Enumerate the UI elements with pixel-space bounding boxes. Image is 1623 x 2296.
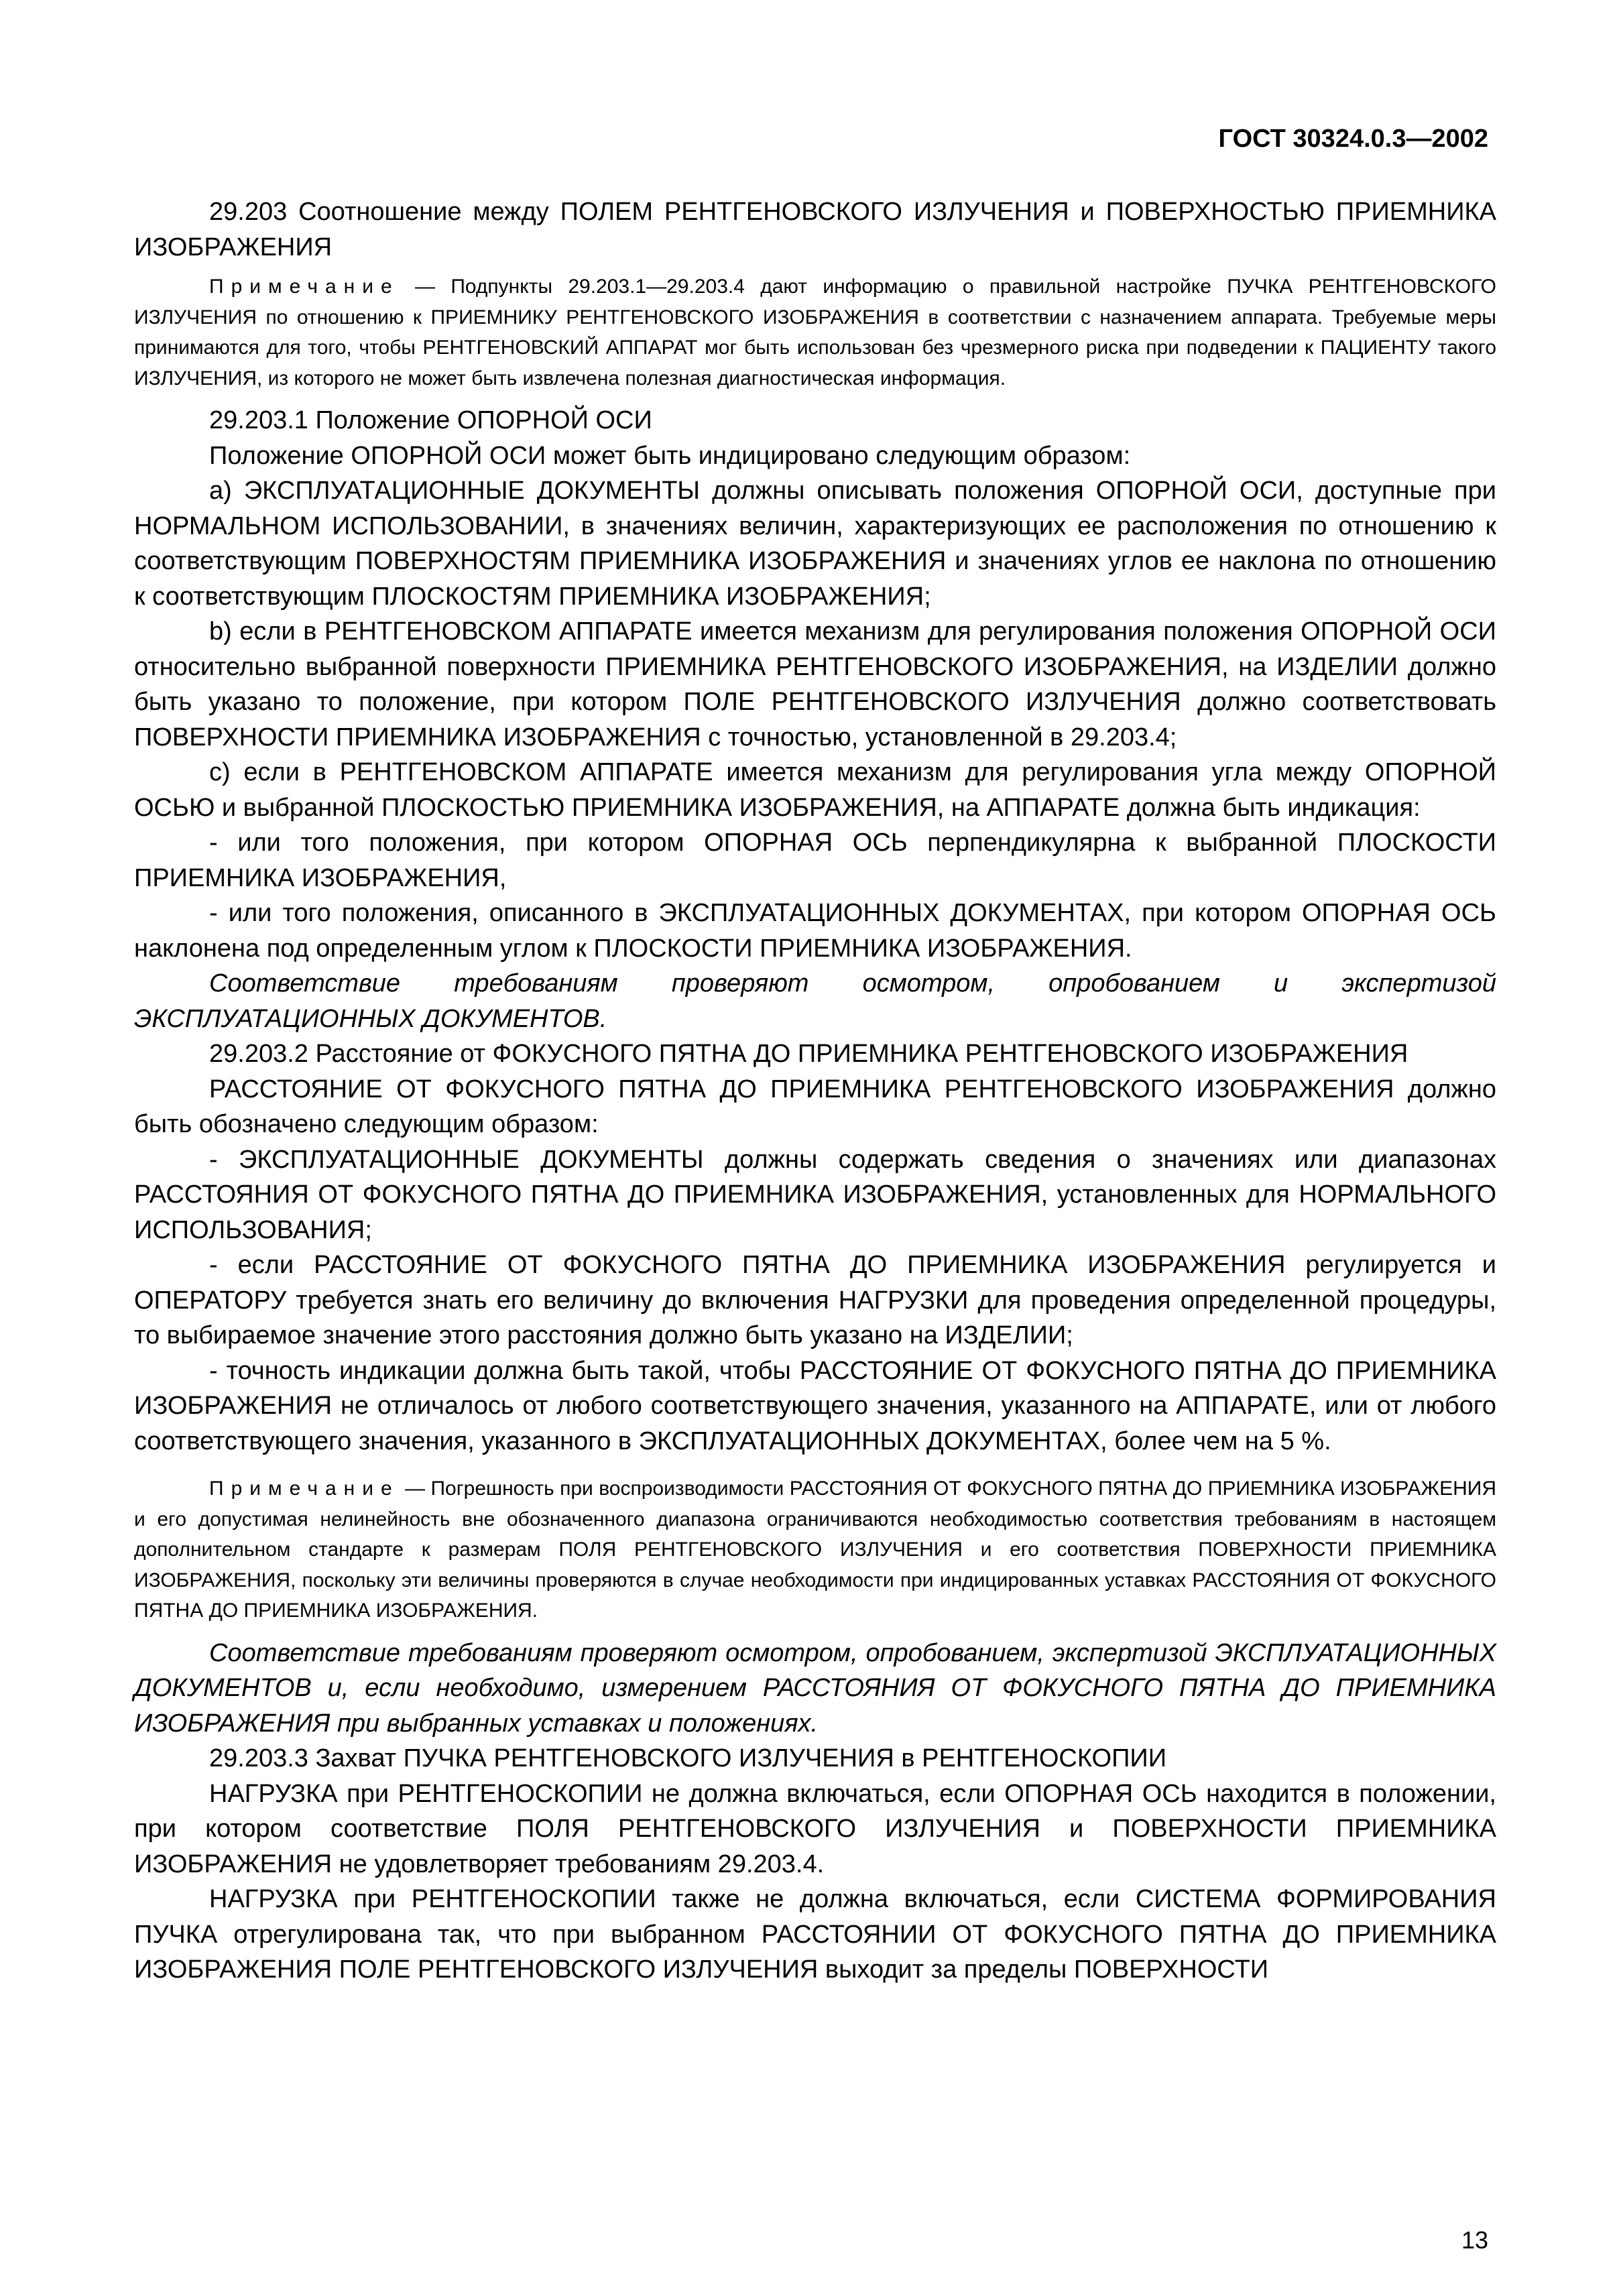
note-text: — Подпункты 29.203.1—29.203.4 дают информацию о правильной настройке ПУЧКА РЕНТГЕНОВСКОГО ИЗЛУЧЕНИЯ по отношению к ПРИЕМНИКУ РЕНТГЕНОВСКОГО ИЗОБРАЖЕНИЯ в соответствии с назначением аппарата. Требуемые меры принимаются для того, чтобы РЕНТГЕНОВСКИЙ АППАРАТ мог быть использован без чрезмерного риска при подведении к ПАЦИЕНТУ такого ИЗЛУЧЕНИЯ, из которого не может быть извлечена полезная диагностическая информация. <box>134 276 1496 389</box>
page-number: 13 <box>1461 2226 1488 2254</box>
compliance-statement: Соответствие требованиям проверяют осмотром, опробованием и экспертизой ЭКСПЛУАТАЦИОННЫХ ДОКУМЕНТОВ. <box>134 969 1496 1033</box>
compliance-statement: Соответствие требованиям проверяют осмотром, опробованием, экспертизой ЭКСПЛУАТАЦИОННЫХ ДОКУМЕНТОВ и, если необходимо, измерением РАССТОЯНИЯ ОТ ФОКУСНОГО ПЯТНА ДО ПРИЕМНИКА ИЗОБРАЖЕНИЯ при выбранных уставках и положениях. <box>134 1638 1496 1738</box>
list-item-a: a) ЭКСПЛУАТАЦИОННЫЕ ДОКУМЕНТЫ должны описывать положения ОПОРНОЙ ОСИ, доступные при НОРМАЛЬНОМ ИСПОЛЬЗОВАНИИ, в значениях величин, характеризующих ее расположения по отношению к соответствующим ПОВЕРХНОСТЯМ ПРИЕМНИКА ИЗОБРАЖЕНИЯ и значениях углов ее наклона по отношению к соответствующим ПЛОСКОСТЯМ ПРИЕМНИКА ИЗОБРАЖЕНИЯ; <box>134 477 1496 611</box>
dash-item: - или того положения, при котором ОПОРНАЯ ОСЬ перпендикулярна к выбранной ПЛОСКОСТИ ПРИЕМНИКА ИЗОБРАЖЕНИЯ, <box>134 829 1496 892</box>
paragraph: НАГРУЗКА при РЕНТГЕНОСКОПИИ не должна включаться, если ОПОРНАЯ ОСЬ находится в положении, при котором соответствие ПОЛЯ РЕНТГЕНОВСКОГО ИЗЛУЧЕНИЯ и ПОВЕРХНОСТИ ПРИЕМНИКА ИЗОБРАЖЕНИЯ не удовлетворяет требованиям 29.203.4. <box>134 1779 1496 1878</box>
note-paragraph <box>134 1473 1496 1626</box>
note-text: — Погрешность при воспроизводимости РАССТОЯНИЯ ОТ ФОКУСНОГО ПЯТНА ДО ПРИЕМНИКА ИЗОБРАЖЕНИЯ и его допустимая нелинейность вне обозначенного диапазона ограничиваются необходимостью соответствия требованиям в настоящем дополнительном стандарте к размерам ПОЛЯ РЕНТГЕНОВСКОГО ИЗЛУЧЕНИЯ и его соответствия ПОВЕРХНОСТИ ПРИЕМНИКА ИЗОБРАЖЕНИЯ, поскольку эти величины проверяются в случае необходимости при индицированных уставках РАССТОЯНИЯ ОТ ФОКУСНОГО ПЯТНА ДО ПРИЕМНИКА ИЗОБРАЖЕНИЯ. <box>134 1477 1496 1622</box>
dash-item: - если РАССТОЯНИЕ ОТ ФОКУСНОГО ПЯТНА ДО ПРИЕМНИКА ИЗОБРАЖЕНИЯ регулируется и ОПЕРАТОРУ требуется знать его величину до включения НАГРУЗКИ для проведения определенной процедуры, то выбираемое значение этого расстояния должно быть указано на ИЗДЕЛИИ; <box>134 1251 1496 1349</box>
subsection-heading-29-203-2: 29.203.2 Расстояние от ФОКУСНОГО ПЯТНА ДО ПРИЕМНИКА РЕНТГЕНОВСКОГО ИЗОБРАЖЕНИЯ <box>209 1040 1408 1068</box>
dash-item: - или того положения, описанного в ЭКСПЛУАТАЦИОННЫХ ДОКУМЕНТАХ, при котором ОПОРНАЯ ОСЬ наклонена под определенным углом к ПЛОСКОСТИ ПРИЕМНИКА ИЗОБРАЖЕНИЯ. <box>134 899 1496 963</box>
paragraph: Положение ОПОРНОЙ ОСИ может быть индицировано следующим образом: <box>209 441 1131 470</box>
paragraph: НАГРУЗКА при РЕНТГЕНОСКОПИИ также не должна включаться, если СИСТЕМА ФОРМИРОВАНИЯ ПУЧКА отрегулирована так, что при выбранном РАССТОЯНИИ ОТ ФОКУСНОГО ПЯТНА ДО ПРИЕМНИКА ИЗОБРАЖЕНИЯ ПОЛЕ РЕНТГЕНОВСКОГО ИЗЛУЧЕНИЯ выходит за пределы ПОВЕРХНОСТИ <box>134 1885 1496 1984</box>
subsection-heading-29-203-1: 29.203.1 Положение ОПОРНОЙ ОСИ <box>209 406 652 434</box>
paragraph: РАССТОЯНИЕ ОТ ФОКУСНОГО ПЯТНА ДО ПРИЕМНИКА РЕНТГЕНОВСКОГО ИЗОБРАЖЕНИЯ должно быть обозначено следующим образом: <box>134 1075 1496 1138</box>
note-label: Примечание <box>209 276 400 298</box>
subsection-heading-29-203-3: 29.203.3 Захват ПУЧКА РЕНТГЕНОВСКОГО ИЗЛУЧЕНИЯ в РЕНТГЕНОСКОПИИ <box>209 1744 1167 1772</box>
dash-item: - ЭКСПЛУАТАЦИОННЫЕ ДОКУМЕНТЫ должны содержать сведения о значениях или диапазонах РАССТОЯНИЯ ОТ ФОКУСНОГО ПЯТНА ДО ПРИЕМНИКА ИЗОБРАЖЕНИЯ, установленных для НОРМАЛЬНОГО ИСПОЛЬЗОВАНИЯ; <box>134 1145 1496 1244</box>
note-label: Примечание <box>209 1477 400 1500</box>
document-body <box>134 194 1496 1988</box>
note-paragraph <box>134 271 1496 394</box>
list-item-c: c) если в РЕНТГЕНОВСКОМ АППАРАТЕ имеется механизм для регулирования угла между ОПОРНОЙ ОСЬЮ и выбранной ПЛОСКОСТЬЮ ПРИЕМНИКА ИЗОБРАЖЕНИЯ, на АППАРАТЕ должна быть индикация: <box>134 758 1496 822</box>
list-item-b: b) если в РЕНТГЕНОВСКОМ АППАРАТЕ имеется механизм для регулирования положения ОПОРНОЙ ОСИ относительно выбранной поверхности ПРИЕМНИКА РЕНТГЕНОВСКОГО ИЗОБРАЖЕНИЯ, на ИЗДЕЛИИ должно быть указано то положение, при котором ПОЛЕ РЕНТГЕНОВСКОГО ИЗЛУЧЕНИЯ должно соответствовать ПОВЕРХНОСТИ ПРИЕМНИКА ИЗОБРАЖЕНИЯ с точностью, установленной в 29.203.4; <box>134 617 1496 751</box>
standard-header: ГОСТ 30324.0.3—2002 <box>1218 125 1488 153</box>
dash-item: - точность индикации должна быть такой, чтобы РАССТОЯНИЕ ОТ ФОКУСНОГО ПЯТНА ДО ПРИЕМНИКА ИЗОБРАЖЕНИЯ не отличалось от любого соответствующего значения, указанного на АППАРАТЕ, или от любого соответствующего значения, указанного в ЭКСПЛУАТАЦИОННЫХ ДОКУМЕНТАХ, более чем на 5 %. <box>134 1356 1496 1455</box>
section-heading-29-203: 29.203 Соотношение между ПОЛЕМ РЕНТГЕНОВСКОГО ИЗЛУЧЕНИЯ и ПОВЕРХНОСТЬЮ ПРИЕМНИКА ИЗОБРАЖЕНИЯ <box>134 198 1496 261</box>
